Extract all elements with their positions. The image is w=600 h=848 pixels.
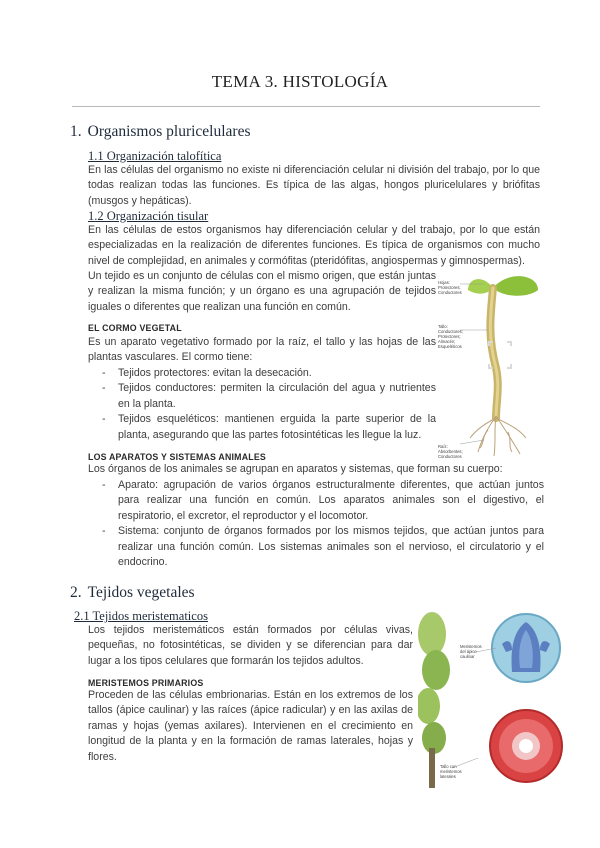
aparatos-list [88,478,544,570]
cormo-heading: EL CORMO VEGETAL [88,323,182,333]
title-divider [72,106,540,107]
subsection-1-1-text: En las células del organismo no existe ni diferenciación celular ni división del trabajo, por lo que todas realizan todas las funciones. Es típica de las algas, hongos pluricelulares y briófitas (musgos y hepáticas). [88,164,540,207]
subsection-1-1-title: 1.1 Organización talofítica [88,149,222,163]
root-label: Raíz: Absorbentes; Conductores [438,444,463,459]
plant-illustration [438,268,548,458]
page-title: TEMA 3. HISTOLOGÍA [211,72,389,91]
cormo-intro: Es un aparato vegetativo formado por la raíz, el tallo y las hojas de las plantas vasculares. El cormo tiene: [88,336,436,364]
list-item: - Aparato: agrupación de varios órganos estructuralmente diferentes, que actúan juntos para realizar una función en común. Los aparatos animales son el digestivo, el respiratorio, el excretor, el reproductor y el locomotor. [88,478,544,524]
subsection-2-1-title: 2.1 Tejidos meristematicos [74,609,208,623]
apex-label: Meristemos del ápice caulinar [460,644,482,659]
lateral-label: Tallo con meristemos laterales [440,764,462,779]
section-1-title: Organismos pluricelulares [87,123,251,140]
meristemos-primarios-heading: MERISTEMOS PRIMARIOS [88,678,204,688]
meristem-illustration [418,608,564,790]
list-item: - Sistema: conjunto de órganos formados por los mismos tejidos, que actúan juntos para realizar una función común. Los sistemas animales son el nervioso, el circulatorio y el endocrino. [88,524,544,570]
list-item: - Tejidos protectores: evitan la desecación. [88,366,436,381]
section-1-number: 1. [70,123,82,140]
subsection-1-2-text: En las células de estos organismos hay diferenciación celular y del trabajo, por lo que están especializadas en la realización de diferentes funciones. Es típica de organismos con mucho nivel de complejidad, en animales y cormófitas (pteridófitas, angiospermas y gimnospermas). [88,224,540,267]
list-item: - Tejidos esqueléticos: mantienen erguida la parte superior de la planta, asegurando que las partes fotosintéticas les llegue la luz. [88,412,436,443]
aparatos-heading: LOS APARATOS Y SISTEMAS ANIMALES [88,452,266,462]
meristemos-primarios-text: Proceden de las células embrionarias. Están en los extremos de los tallos (ápice caulinar) y las raíces (ápice radicular) y en las axilas de ramas y hojas (yemas axilares). Intervienen en el crecimiento en longitud de la planta y en la formación de ramas laterales, hojas y flores. [88,689,413,763]
list-item: - Tejidos conductores: permiten la circulación del agua y nutrientes en la planta. [88,381,436,412]
section-2-number: 2. [70,584,82,601]
aparatos-intro: Los órganos de los animales se agrupan en aparatos y sistemas, que forman su cuerpo: [88,463,503,475]
subsection-2-1-text: Los tejidos meristemáticos están formados por células vivas, pequeñas, no fotosintéticas, se dividen y se diferencian para dar lugar a los tipos celulares que formarán los tejidos adultos. [88,624,413,667]
cormo-list [88,366,436,443]
section-2-heading [70,584,195,602]
subsection-1-2-title: 1.2 Organización tisular [88,209,209,223]
stem-label: Tallo: Conductores; Protectores; Almacén; Esqueléticos [438,324,463,349]
tejido-organo-definition: Un tejido es un conjunto de células con el mismo origen, que están juntas y realizan la misma función; y un órgano es una agrupación de tejidos iguales o diferentes que realizan una función en común. [88,270,436,313]
leaf-label: Hojas: Protectores; Conductores [438,280,462,295]
section-1-heading [70,123,250,141]
section-2-title: Tejidos vegetales [87,584,195,601]
